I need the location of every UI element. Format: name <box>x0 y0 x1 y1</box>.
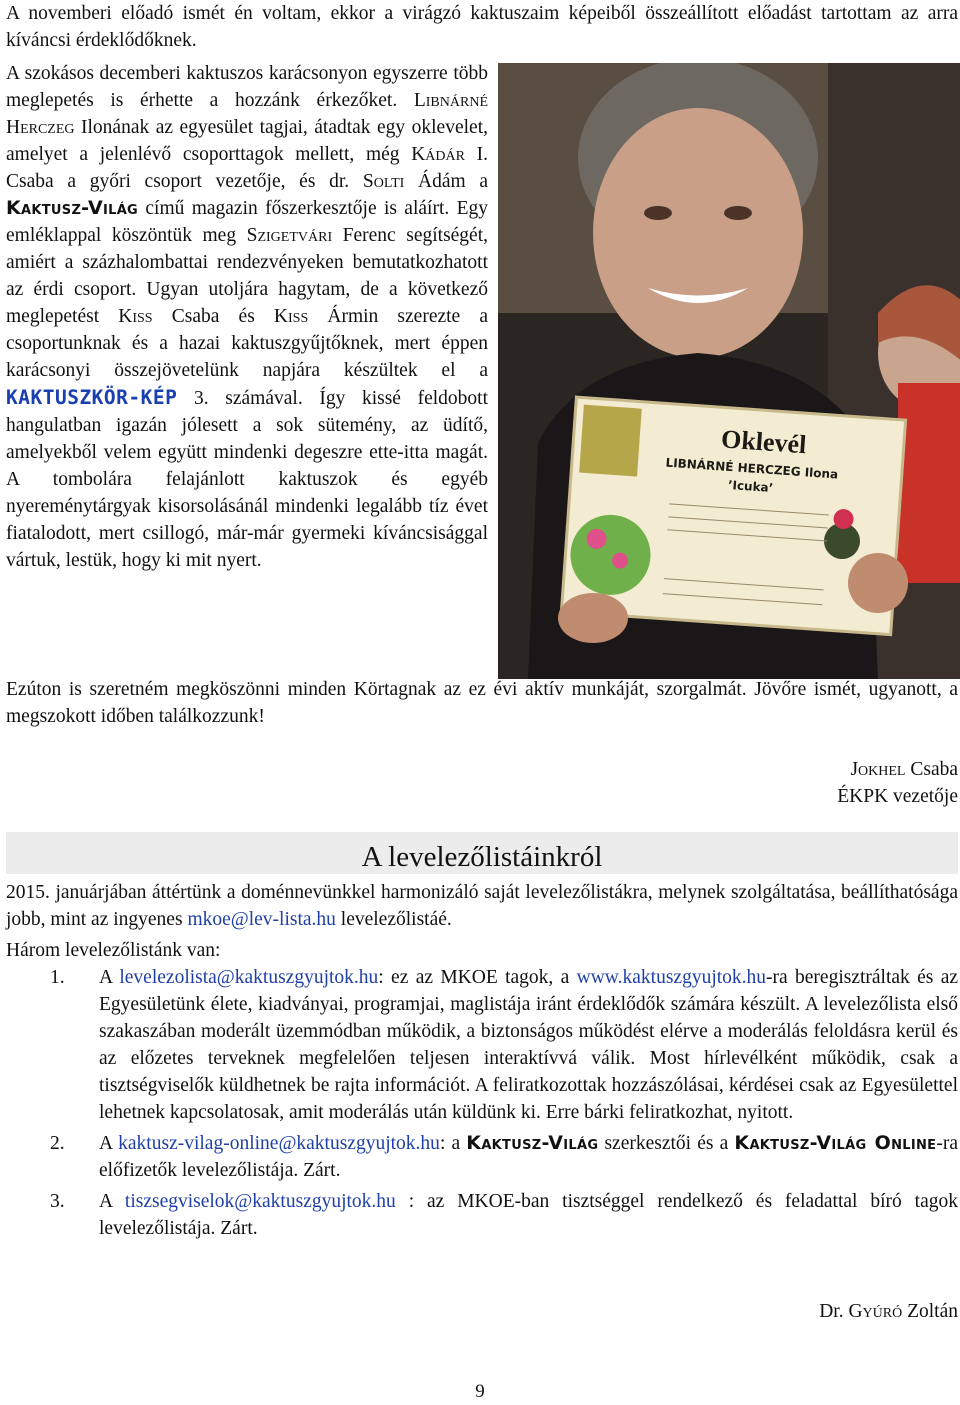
signature-gyuro: Dr. Gyúró Zoltán <box>819 1301 958 1322</box>
person-name: Szigetvári <box>246 225 333 246</box>
newsletter-name: KAKTUSZKÖR-KÉP <box>6 386 178 409</box>
list-item: 2. A kaktusz-vilag-online@kaktuszgyujtok.hu: a Kaktusz-Világ szerkesztői és a Kaktusz-Világ Online-ra előfizetők levelezőlistája. Zárt. <box>50 1132 958 1181</box>
page-number: 9 <box>475 1381 485 1402</box>
certificate-photo <box>498 63 960 679</box>
list-item: 3. A tiszsegviselok@kaktuszgyujtok.hu : az MKOE-ban tisztséggel rendelkező és feladattal bíró tagok levelezőlistája. Zárt. <box>50 1191 958 1239</box>
person-name: Kádár <box>411 144 465 165</box>
signature-jokhel: Jokhel Csaba ÉKPK vezetője <box>837 759 958 807</box>
magazine-name: Kaktusz-Világ <box>6 197 139 219</box>
list-item: 1. A levelezolista@kaktuszgyujtok.hu: ez az MKOE tagok, a www.kaktuszgyujtok.hu-ra beregisztráltak és az Egyesületünk élete, kiadványai, programjai, maglistája iránt érdeklődők számára készült. A levelezőlista első szakaszában moderált üzemmódban működik, a biztonságos működést elérve a moderálás feloldásra kerül és az előzetes terveknek megfelelően teljesen interaktívvá válik. Most hírlevélként működik, csak a tisztségviselők küldhetnek be rajta információt. A feliratkozottak hozzászólásai, kérdései csak az Egyesülettel lehetnek kapcsolatosak, amit moderálás után küldünk ki. Erre bárki feliratkozhat, nyitott. <box>50 967 959 1123</box>
certificate-name: LIBNÁRNÉ HERCZEG Ilona <box>665 455 839 482</box>
photo-illustration <box>498 63 960 679</box>
christmas-paragraph: A szokásos decemberi kaktuszos karácsonyon egyszerre több meglepetés is érhette a hozzánk érkezőket. Libnárné Herczeg Ilonának az egyesület tagjai, átadtak egy oklevelet, amelyet a jelenlévő csoporttagok mellett, még Kádár I. Csaba a győri csoport vezetője, és dr. Solti Ádám a Kaktusz-Világ című magazin főszerkesztője is aláírt. Egy emléklappal köszöntük meg Szigetvári Ferenc segítségét, amiért a százhalombattai rendezvényeken bemutatkozhatott az érdi csoport. Ugyan utoljára hagytam, de a következő meglepetést Kiss Csaba és Kiss Ármin szerezte a csoportunknak és a hazai kaktuszgyűjtőknek, mert éppen karácsonyi összejövetelünk napjára készültek el a KAKTUSZKÖR-KÉP 3. számával. Így kissé feldobott hangulatban igazán jólesett a sok sütemény, az üdítő, amelyekből velem együtt mindenki degeszre ette-itta magát. A tombolára felajánlott kaktuszok és egyéb nyereménytárgyak kisorsolásánál mindenki legalább tíz évet fiatalodott, mert csillogó, már-már gyermeki kíváncsisággal vártuk, lestük, hogy ki mit nyert. <box>6 63 489 571</box>
email-link[interactable]: kaktusz-vilag-online@kaktuszgyujtok.hu <box>118 1133 440 1154</box>
website-link[interactable]: www.kaktuszgyujtok.hu <box>576 967 767 988</box>
mailing-list-section <box>6 879 958 1242</box>
person-name: Kiss <box>273 306 309 327</box>
thanks-paragraph: Ezúton is szeretném megköszönni minden Körtagnak az ez évi aktív munkáját, szorgalmát. Jövőre ismét, ugyanott, a megszokott időben találkozzunk! <box>6 679 958 727</box>
email-link[interactable]: mkoe@lev-lista.hu <box>187 909 336 930</box>
section-intro: 2015. januárjában áttértünk a doménnevünkkel harmonizáló saját levelezőlistákra, melynek szolgáltatása, beállíthatósága jobb, mint az ingyenes mkoe@lev-lista.hu levelezőlistáé. <box>6 882 958 930</box>
section-heading: A levelezőlistáinkról <box>6 832 958 874</box>
list-count: Három levelezőlistánk van: <box>6 940 221 961</box>
email-link[interactable]: tiszsegviselok@kaktuszgyujtok.hu <box>124 1191 396 1212</box>
person-name: Solti <box>362 171 405 192</box>
email-link[interactable]: levelezolista@kaktuszgyujtok.hu <box>119 967 379 988</box>
person-name: Libnárné Herczeg <box>6 90 488 138</box>
certificate-nickname: ’Icuka’ <box>727 477 774 496</box>
mailing-list <box>6 964 958 1242</box>
intro-paragraph: A novemberi előadó ismét én voltam, ekkor a virágzó kaktuszaim képeiből összeállított előadást tartottam az arra kíváncsi érdeklődőknek. <box>6 3 958 51</box>
certificate-title: Oklevél <box>720 424 808 460</box>
person-name: Kiss <box>118 306 153 327</box>
